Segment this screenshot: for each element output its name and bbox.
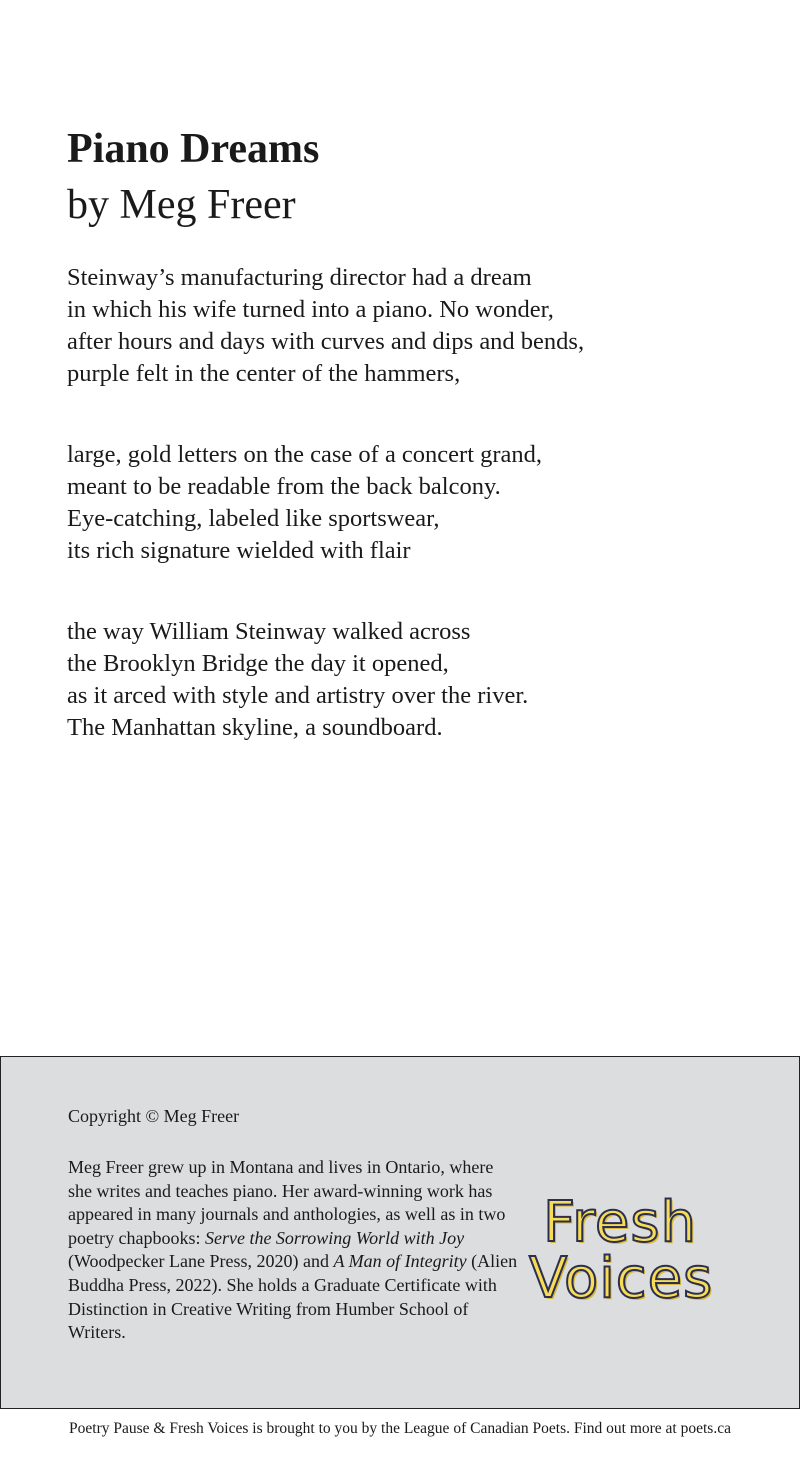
stanza-1 (67, 262, 584, 390)
stanza-3 (67, 616, 528, 744)
poem-line: large, gold letters on the case of a concert grand, (67, 441, 543, 468)
author-info-panel (0, 1056, 800, 1409)
logo-line-1: Fresh (543, 1190, 698, 1255)
copyright-notice: Copyright © Meg Freer (68, 1106, 240, 1126)
poem-line: The Manhattan skyline, a soundboard. (67, 714, 443, 741)
fresh-voices-logo (529, 1190, 739, 1311)
poem-title: Piano Dreams (67, 126, 320, 172)
logo-line-2: Voices (529, 1246, 714, 1311)
bio-text: Meg Freer grew up in Montana and lives in Ontario, where she writes and teaches piano. Her award-winning work has appeared in many journals and anthologies, as well as in two poetry chapbooks: (68, 1157, 506, 1248)
bio-text: (Alien Buddha Press, 2022). She holds a Graduate Certificate with Distinction in Creative Writing from Humber School of Writers. (68, 1251, 518, 1343)
poem-byline: by Meg Freer (67, 182, 296, 228)
poem-line: Eye-catching, labeled like sportswear, (67, 505, 440, 532)
poem-line: after hours and days with curves and dips and bends, (67, 328, 585, 355)
footer-credit: Poetry Pause & Fresh Voices is brought to you by the League of Canadian Poets. Find out more at poets.ca (69, 1420, 731, 1437)
author-bio (68, 1156, 518, 1345)
poem-line: its rich signature wielded with flair (67, 537, 411, 564)
bio-text: (Woodpecker Lane Press, 2020) and (68, 1251, 334, 1272)
book-title: Serve the Sorrowing World with Joy (204, 1227, 465, 1248)
poem-line: as it arced with style and artistry over the river. (67, 682, 529, 709)
poem-line: Steinway’s manufacturing director had a dream (67, 264, 532, 291)
stanza-2 (67, 439, 542, 567)
poem-line: the way William Steinway walked across (67, 618, 471, 645)
poem-line: the Brooklyn Bridge the day it opened, (67, 650, 449, 677)
poem-line: meant to be readable from the back balcony. (67, 473, 501, 500)
poem-line: purple felt in the center of the hammers, (67, 360, 461, 387)
book-title: A Man of Integrity (333, 1251, 467, 1272)
poem-line: in which his wife turned into a piano. No wonder, (67, 296, 554, 323)
